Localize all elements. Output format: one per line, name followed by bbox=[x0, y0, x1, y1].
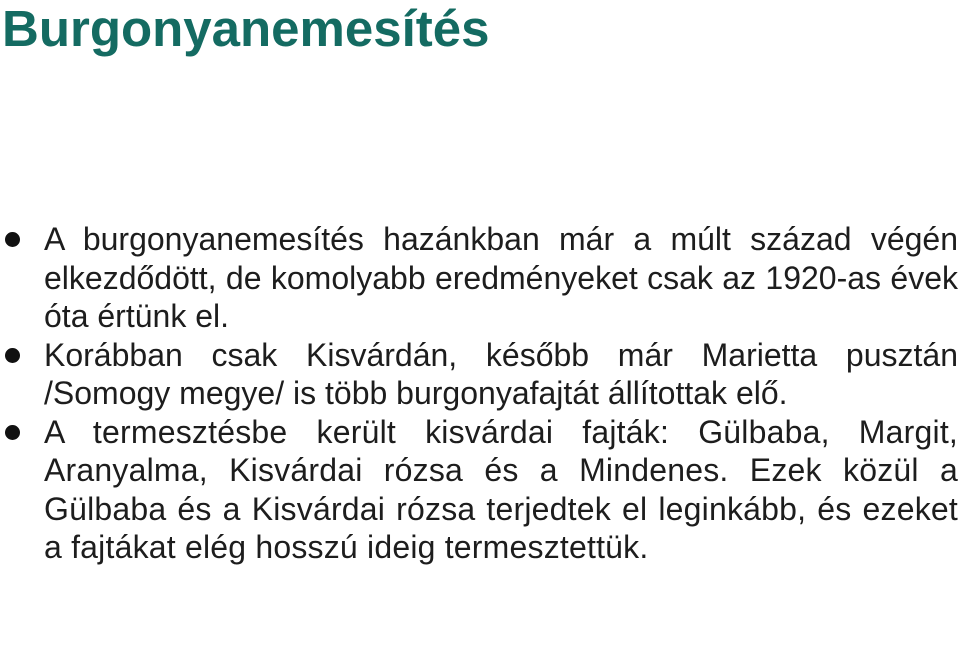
bullet-item bbox=[0, 336, 960, 413]
slide-title: Burgonyanemesítés bbox=[2, 0, 490, 57]
bullet-dot-icon bbox=[5, 425, 20, 440]
bullet-text: A termesztésbe került kisvárdai fajták: Gülbaba, Margit, Aranyalma, Kisvárdai rózsa és a Mindenes. Ezek közül a Gülbaba és a Kisvárdai rózsa terjedtek el leginkább, és ezeket a fajtákat elég hosszú ideig termesztettük. bbox=[44, 413, 958, 565]
bullet-item bbox=[0, 413, 960, 567]
bullet-text: Korábban csak Kisvárdán, később már Marietta pusztán /Somogy megye/ is több burgonyafajtát állítottak elő. bbox=[44, 336, 958, 411]
bullet-item bbox=[0, 220, 960, 336]
bullet-list bbox=[0, 220, 960, 567]
bullet-text: A burgonyanemesítés hazánkban már a múlt század végén elkezdődött, de komolyabb eredményeket csak az 1920-as évek óta értünk el. bbox=[44, 221, 958, 334]
bullet-dot-icon bbox=[5, 232, 20, 247]
bullet-dot-icon bbox=[5, 348, 20, 363]
